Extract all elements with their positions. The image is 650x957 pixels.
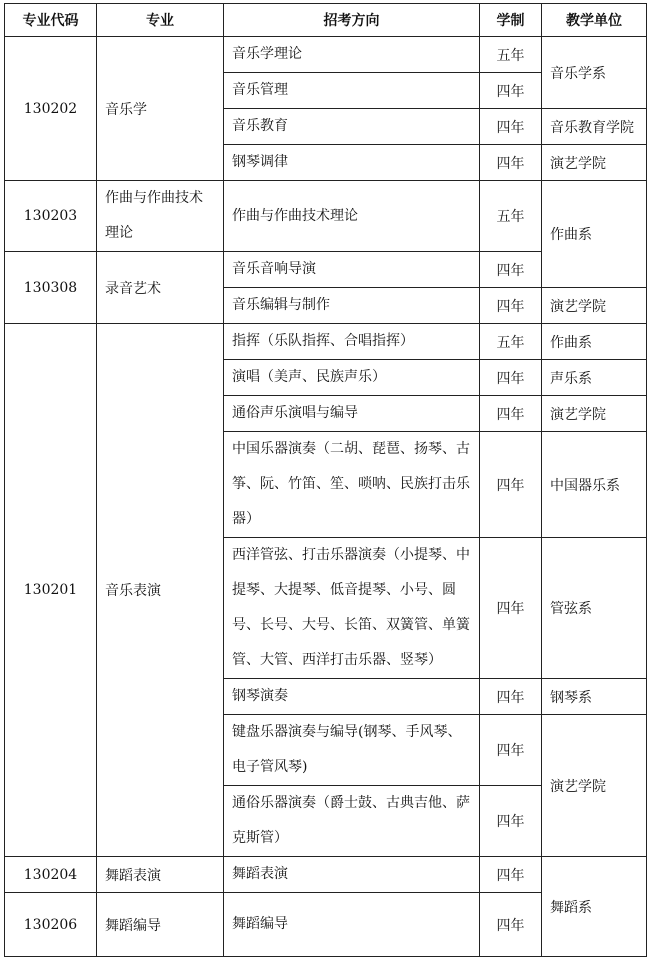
- major-code: 130308: [5, 252, 97, 324]
- table-row: [5, 37, 647, 73]
- header-row: [5, 4, 647, 37]
- years: 四年: [480, 145, 542, 181]
- direction: 中国乐器演奏（二胡、琵琶、扬琴、古筝、阮、竹笛、笙、唢呐、民族打击乐器）: [224, 432, 480, 538]
- teaching-unit: 管弦系: [542, 538, 647, 679]
- direction: 舞蹈表演: [224, 857, 480, 893]
- years: 四年: [480, 786, 542, 857]
- direction: 舞蹈编导: [224, 893, 480, 957]
- teaching-unit: 演艺学院: [542, 715, 647, 857]
- table-row: [5, 181, 647, 252]
- years: 四年: [480, 857, 542, 893]
- direction: 钢琴演奏: [224, 679, 480, 715]
- years: 四年: [480, 109, 542, 145]
- teaching-unit: 演艺学院: [542, 145, 647, 181]
- major-code: 130203: [5, 181, 97, 252]
- direction: 指挥（乐队指挥、合唱指挥）: [224, 324, 480, 360]
- direction: 音乐编辑与制作: [224, 288, 480, 324]
- teaching-unit: 作曲系: [542, 324, 647, 360]
- teaching-unit: 中国器乐系: [542, 432, 647, 538]
- years: 四年: [480, 288, 542, 324]
- major-name: 作曲与作曲技术理论: [97, 181, 224, 252]
- years: 四年: [480, 679, 542, 715]
- major-code: 130202: [5, 37, 97, 181]
- direction: 演唱（美声、民族声乐）: [224, 360, 480, 396]
- teaching-unit: 钢琴系: [542, 679, 647, 715]
- header-code: 专业代码: [5, 4, 97, 37]
- major-name: 录音艺术: [97, 252, 224, 324]
- majors-table: [4, 3, 647, 957]
- major-code: 130204: [5, 857, 97, 893]
- direction: 西洋管弦、打击乐器演奏（小提琴、中提琴、大提琴、低音提琴、小号、圆号、长号、大号、长笛、双簧管、单簧管、大管、西洋打击乐器、竖琴）: [224, 538, 480, 679]
- teaching-unit: 演艺学院: [542, 288, 647, 324]
- direction: 音乐音响导演: [224, 252, 480, 288]
- direction: 音乐教育: [224, 109, 480, 145]
- major-code: 130201: [5, 324, 97, 857]
- major-name: 音乐表演: [97, 324, 224, 857]
- direction: 作曲与作曲技术理论: [224, 181, 480, 252]
- table-row: [5, 857, 647, 893]
- major-name: 舞蹈编导: [97, 893, 224, 957]
- years: 四年: [480, 360, 542, 396]
- teaching-unit: 音乐教育学院: [542, 109, 647, 145]
- major-code: 130206: [5, 893, 97, 957]
- teaching-unit: 作曲系: [542, 181, 647, 288]
- years: 四年: [480, 252, 542, 288]
- teaching-unit: 演艺学院: [542, 396, 647, 432]
- direction: 钢琴调律: [224, 145, 480, 181]
- header-years: 学制: [480, 4, 542, 37]
- direction: 通俗乐器演奏（爵士鼓、古典吉他、萨克斯管）: [224, 786, 480, 857]
- years: 五年: [480, 324, 542, 360]
- header-major: 专业: [97, 4, 224, 37]
- years: 四年: [480, 715, 542, 786]
- direction: 音乐学理论: [224, 37, 480, 73]
- direction: 键盘乐器演奏与编导(钢琴、手风琴、电子管风琴): [224, 715, 480, 786]
- years: 四年: [480, 893, 542, 957]
- years: 四年: [480, 432, 542, 538]
- direction: 通俗声乐演唱与编导: [224, 396, 480, 432]
- years: 五年: [480, 181, 542, 252]
- table-row: [5, 324, 647, 360]
- years: 四年: [480, 538, 542, 679]
- major-name: 音乐学: [97, 37, 224, 181]
- major-name: 舞蹈表演: [97, 857, 224, 893]
- teaching-unit: 声乐系: [542, 360, 647, 396]
- years: 四年: [480, 73, 542, 109]
- years: 四年: [480, 396, 542, 432]
- teaching-unit: 音乐学系: [542, 37, 647, 109]
- direction: 音乐管理: [224, 73, 480, 109]
- years: 五年: [480, 37, 542, 73]
- header-direction: 招考方向: [224, 4, 480, 37]
- teaching-unit: 舞蹈系: [542, 857, 647, 957]
- header-unit: 教学单位: [542, 4, 647, 37]
